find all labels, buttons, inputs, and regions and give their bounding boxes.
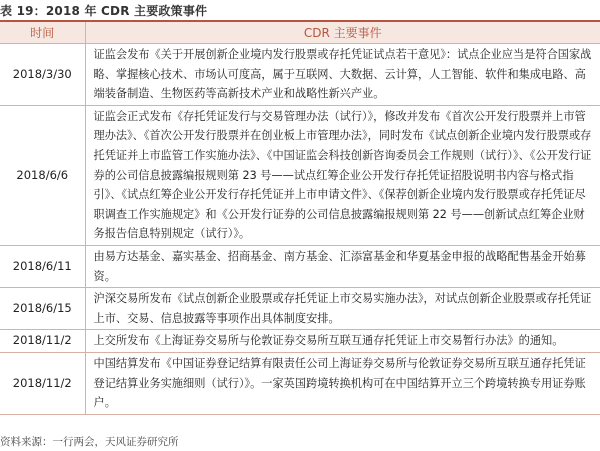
row-event: 证监会发布《关于开展创新企业境内发行股票或存托凭证试点若干意见》：试点企业应当是符合国家战略、掌握核心技术、市场认可度高，属于互联网、大数据、云计算，人工智能、软件和集成电路、高端装备制造、生物医药等高新技术产业和战略性新兴产业。 bbox=[85, 44, 600, 106]
table-row bbox=[0, 352, 600, 414]
table-row bbox=[0, 245, 600, 287]
row-date: 2018/11/2 bbox=[0, 352, 85, 414]
row-date: 2018/3/30 bbox=[0, 44, 85, 106]
row-date: 2018/11/2 bbox=[0, 330, 85, 353]
row-event: 由易方达基金、嘉实基金、招商基金、南方基金、汇添富基金和华夏基金申报的战略配售基金开始募资。 bbox=[85, 245, 600, 287]
row-event: 上交所发布《上海证券交易所与伦敦证券交易所互联互通存托凭证上市交易暂行办法》的通知。 bbox=[85, 330, 600, 353]
row-event: 中国结算发布《中国证券登记结算有限责任公司上海证券交易所与伦敦证券交易所互联互通存托凭证登记结算业务实施细则（试行）》。一家英国跨境转换机构可在中国结算开立三个跨境转换专用证券账户。 bbox=[85, 352, 600, 414]
row-date: 2018/6/15 bbox=[0, 288, 85, 330]
row-event: 证监会正式发布《存托凭证发行与交易管理办法（试行）》，修改并发布《首次公开发行股票并上市管理办法》、《首次公开发行股票并在创业板上市管理办法》，同时发布《试点创新企业境内发行股票或存托凭证并上市监管工作实施办法》、《中国证监会科技创新咨询委员会工作规则（试行）》、《公开发行证券的公司信息披露编报规则第 23 号——试点红筹企业公开发行存托凭证招股说明书内容与格式指引》、《试点红筹企业公开发行存托凭证并上市申请文件》、《保荐创新企业境内发行股票或存托凭证尽职调查工作实施规定》和《公开发行证券的公司信息披露编报规则第 22 号——创新试点红筹企业财务报告信息特别规定（试行）》。 bbox=[85, 105, 600, 245]
table-row bbox=[0, 288, 600, 330]
table-row bbox=[0, 105, 600, 245]
policy-events-table bbox=[0, 22, 600, 415]
table-row bbox=[0, 44, 600, 106]
row-date: 2018/6/6 bbox=[0, 105, 85, 245]
row-date: 2018/6/11 bbox=[0, 245, 85, 287]
source-note: 资料来源：一行两会，天风证券研究所 bbox=[0, 436, 179, 448]
table-caption: 表 19：2018 年 CDR 主要政策事件 bbox=[0, 4, 208, 18]
header-time: 时间 bbox=[0, 22, 85, 44]
table-header-row bbox=[0, 22, 600, 44]
header-event: CDR 主要事件 bbox=[85, 22, 600, 44]
row-event: 沪深交易所发布《试点创新企业股票或存托凭证上市交易实施办法》，对试点创新企业股票或存托凭证上市、交易、信息披露等事项作出具体制度安排。 bbox=[85, 288, 600, 330]
table-row bbox=[0, 330, 600, 353]
